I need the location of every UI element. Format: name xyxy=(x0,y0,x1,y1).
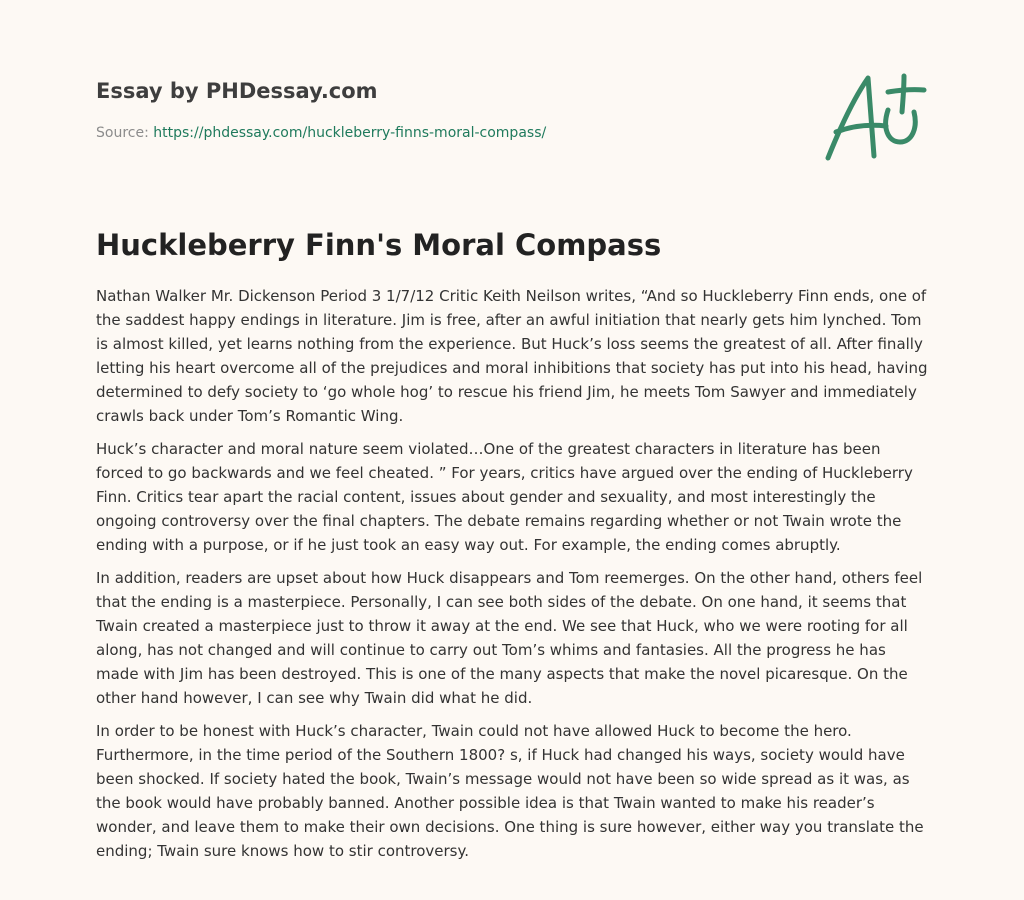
source-line xyxy=(96,124,546,142)
source-label: Source: xyxy=(96,125,154,141)
essay-title: Huckleberry Finn's Moral Compass xyxy=(96,228,662,262)
essay-paragraph: Huck’s character and moral nature seem violated…One of the greatest characters in literature has been forced to go backwards and we feel cheated. ” For years, critics have argued over the ending of Huckleberry Finn. Critics tear apart the racial content, issues about gender and sexuality, and most interestingly the ongoing controversy over the final chapters. The debate remains regarding whether or not Twain wrote the ending with a purpose, or if he just took an easy way out. For example, the ending comes abruptly. xyxy=(96,440,913,554)
a-plus-grade-icon xyxy=(822,66,932,166)
essay-paragraph: In addition, readers are upset about how Huck disappears and Tom reemerges. On the other hand, others feel that the ending is a masterpiece. Personally, I can see both sides of the debate. On one hand, it seems that Twain created a masterpiece just to throw it away at the end. We see that Huck, who we were rooting for all along, has not changed and will continue to carry out Tom’s whims and fantasies. All the progress he has made with Jim has been destroyed. This is one of the many aspects that make the novel picaresque. On the other hand however, I can see why Twain did what he did. xyxy=(96,569,923,707)
essay-body xyxy=(96,284,930,872)
brand-title: Essay by PHDessay.com xyxy=(96,79,378,103)
source-link[interactable]: https://phdessay.com/huckleberry-finns-moral-compass/ xyxy=(153,125,547,141)
essay-paragraph: In order to be honest with Huck’s character, Twain could not have allowed Huck to become the hero. Furthermore, in the time period of the Southern 1800? s, if Huck had changed his ways, society would have been shocked. If society hated the book, Twain’s message would not have been so wide spread as it was, as the book would have probably banned. Another possible idea is that Twain wanted to make his reader’s wonder, and leave them to make their own decisions. One thing is sure however, either way you translate the ending; Twain sure knows how to stir controversy. xyxy=(96,722,924,860)
essay-paragraph: Nathan Walker Mr. Dickenson Period 3 1/7/12 Critic Keith Neilson writes, “And so Huckleberry Finn ends, one of the saddest happy endings in literature. Jim is free, after an awful initiation that nearly gets him lynched. Tom is almost killed, yet learns nothing from the experience. But Huck’s loss seems the greatest of all. After finally letting his heart overcome all of the prejudices and moral inhibitions that society has put into his head, having determined to defy society to ‘go whole hog’ to rescue his friend Jim, he meets Tom Sawyer and immediately crawls back under Tom’s Romantic Wing. xyxy=(96,287,928,425)
